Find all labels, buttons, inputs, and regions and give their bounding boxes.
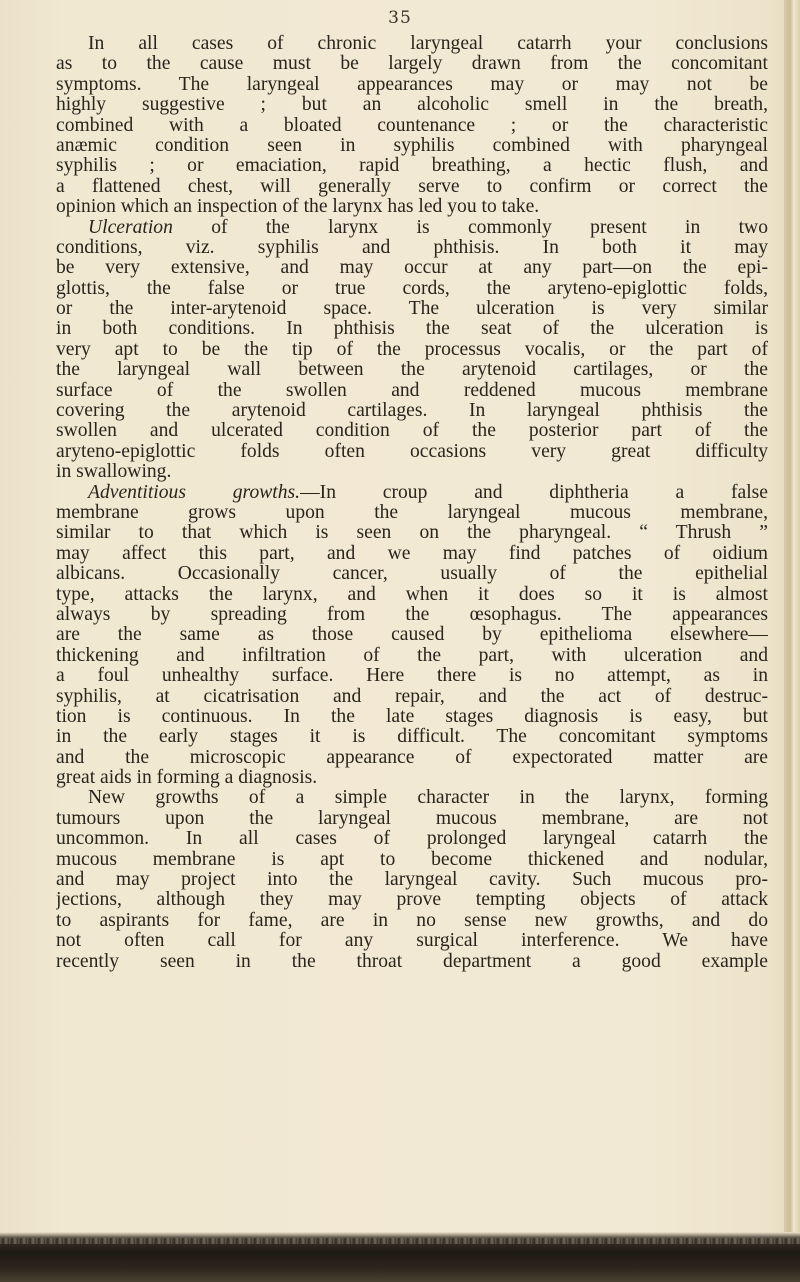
text-segment: and may project into the laryngeal cavity. Such mucous pro- xyxy=(56,870,768,891)
text-segment: may affect this part, and we may find patches of oidium xyxy=(56,543,768,564)
text-segment: very apt to be the tip of the processus vocalis, or the part of xyxy=(56,339,768,360)
text-line xyxy=(56,75,768,95)
text-line xyxy=(56,401,768,421)
text-line xyxy=(56,931,768,951)
text-segment: membrane grows upon the laryngeal mucous membrane, xyxy=(56,502,768,523)
text-line xyxy=(56,707,768,727)
text-segment: jections, although they may prove tempting objects of attack xyxy=(56,890,768,911)
text-segment: in the early stages it is difficult. The concomitant symptoms xyxy=(56,727,768,748)
text-segment: In all cases of chronic laryngeal catarrh your conclusions xyxy=(88,34,768,54)
text-line xyxy=(56,218,768,238)
text-segment: of the larynx is commonly present in two xyxy=(172,217,768,238)
text-segment: covering the arytenoid cartilages. In laryngeal phthisis the xyxy=(56,401,768,422)
text-line xyxy=(56,54,768,74)
text-line xyxy=(56,34,768,54)
text-segment: —In croup and diphtheria a false xyxy=(300,482,768,503)
text-segment: uncommon. In all cases of prolonged laryngeal catarrh the xyxy=(56,829,768,850)
text-line xyxy=(56,809,768,829)
text-segment: thickening and infiltration of the part, with ulceration and xyxy=(56,645,768,666)
text-segment: conditions, viz. syphilis and phthisis. In both it may xyxy=(56,237,768,258)
text-segment: anæmic condition seen in syphilis combined with pharyngeal xyxy=(56,135,768,156)
text-line xyxy=(56,544,768,564)
text-line xyxy=(56,523,768,543)
text-line xyxy=(56,299,768,319)
text-segment: a foul unhealthy surface. Here there is no attempt, as in xyxy=(56,666,768,687)
text-segment: swollen and ulcerated condition of the posterior part of the xyxy=(56,421,768,442)
text-line xyxy=(56,279,768,299)
text-line xyxy=(56,829,768,849)
text-segment: syphilis, at cicatrisation and repair, and the act of destruc- xyxy=(56,686,768,707)
text-segment: New growths of a simple character in the larynx, forming xyxy=(88,788,768,809)
text-line xyxy=(56,788,768,808)
text-line xyxy=(56,462,768,482)
text-segment: highly suggestive ; but an alcoholic smell in the breath, xyxy=(56,95,768,116)
text-line xyxy=(56,890,768,910)
text-segment: albicans. Occasionally cancer, usually of the epithelial xyxy=(56,564,768,585)
text-line xyxy=(56,381,768,401)
text-line xyxy=(56,95,768,115)
italic-heading: Adventitious growths. xyxy=(88,482,301,503)
text-segment: and the microscopic appearance of expectorated matter are xyxy=(56,747,768,768)
text-line xyxy=(56,116,768,136)
text-line xyxy=(56,850,768,870)
text-line xyxy=(56,442,768,462)
text-line xyxy=(56,952,768,972)
scan-bottom-edge xyxy=(0,1232,800,1282)
text-line xyxy=(56,360,768,380)
text-segment: aryteno-epiglottic folds often occasions very great difficulty xyxy=(56,441,768,462)
text-segment: be very extensive, and may occur at any part—on the epi- xyxy=(56,258,768,279)
text-line xyxy=(56,340,768,360)
text-segment: mucous membrane is apt to become thickened and nodular, xyxy=(56,849,768,870)
text-segment: tion is continuous. In the late stages diagnosis is easy, but xyxy=(56,706,768,727)
text-line xyxy=(56,666,768,686)
text-line xyxy=(56,768,768,788)
text-line xyxy=(56,238,768,258)
text-segment: the laryngeal wall between the arytenoid cartilages, or the xyxy=(56,360,768,381)
text-line xyxy=(56,605,768,625)
text-segment: tumours upon the laryngeal mucous membrane, are not xyxy=(56,808,768,829)
text-segment: or the inter-arytenoid space. The ulceration is very similar xyxy=(56,299,768,320)
text-line xyxy=(56,585,768,605)
text-segment: surface of the swollen and reddened mucous membrane xyxy=(56,380,768,401)
text-segment: type, attacks the larynx, and when it does so it is almost xyxy=(56,584,768,605)
text-segment: similar to that which is seen on the pharyngeal. “ Thrush ” xyxy=(56,523,768,544)
text-line xyxy=(56,197,768,217)
text-segment: as to the cause must be largely drawn from the concomitant xyxy=(56,54,768,75)
text-line xyxy=(56,911,768,931)
text-line xyxy=(56,687,768,707)
text-segment: a flattened chest, will generally serve to confirm or correct the xyxy=(56,176,768,197)
text-segment: syphilis ; or emaciation, rapid breathing, a hectic flush, and xyxy=(56,156,768,177)
text-line xyxy=(56,564,768,584)
text-line xyxy=(56,625,768,645)
text-segment: always by spreading from the œsophagus. The appearances xyxy=(56,604,768,625)
text-line xyxy=(56,421,768,441)
italic-heading: Ulceration xyxy=(88,217,173,238)
text-line xyxy=(56,870,768,890)
text-segment: great aids in forming a diagnosis. xyxy=(56,768,318,789)
text-segment: opinion which an inspection of the larynx has led you to take. xyxy=(56,197,540,218)
text-line xyxy=(56,748,768,768)
text-segment: in both conditions. In phthisis the seat of the ulceration is xyxy=(56,319,768,340)
text-segment: glottis, the false or true cords, the aryteno-epiglottic folds, xyxy=(56,278,768,299)
text-line xyxy=(56,727,768,747)
text-line xyxy=(56,646,768,666)
text-line xyxy=(56,319,768,339)
text-line xyxy=(56,156,768,176)
text-segment: to aspirants for fame, are in no sense new growths, and do xyxy=(56,910,768,931)
text-segment: in swallowing. xyxy=(56,462,172,483)
text-segment: are the same as those caused by epithelioma elsewhere— xyxy=(56,625,768,646)
text-segment: symptoms. The laryngeal appearances may or may not be xyxy=(56,74,768,95)
body-text xyxy=(56,34,768,972)
text-segment: combined with a bloated countenance ; or the characteristic xyxy=(56,115,768,136)
text-line xyxy=(56,177,768,197)
text-segment: not often call for any surgical interference. We have xyxy=(56,931,768,952)
text-line xyxy=(56,136,768,156)
text-line xyxy=(56,503,768,523)
text-segment: recently seen in the throat department a good example xyxy=(56,951,768,972)
text-line xyxy=(56,483,768,503)
text-line xyxy=(56,258,768,278)
page-number: 35 xyxy=(388,8,412,28)
page-edge xyxy=(784,0,800,1282)
